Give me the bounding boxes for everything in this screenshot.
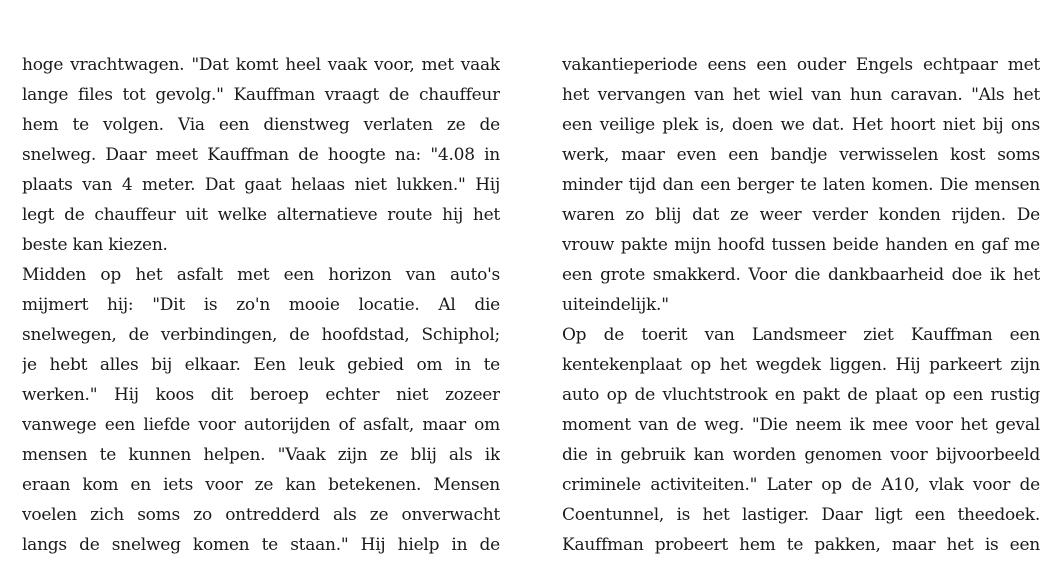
text-line: voelen zich soms zo ontredderd als ze onverwacht: [22, 505, 500, 525]
text-line: criminele activiteiten." Later op de A10, vlak voor de: [562, 475, 1040, 495]
text-line: eraan kom en iets voor ze kan betekenen. Mensen: [22, 475, 500, 495]
text-line: snelweg. Daar meet Kauffman de hoogte na: "4.08 in: [22, 145, 500, 165]
article-column-left: [22, 50, 500, 560]
text-line: Kauffman probeert hem te pakken, maar het is een: [562, 535, 1040, 555]
text-line: auto op de vluchtstrook en pakt de plaat op een rustig: [562, 385, 1040, 405]
text-line: legt de chauffeur uit welke alternatieve route hij het: [22, 205, 500, 225]
text-line: Midden op het asfalt met een horizon van auto's: [22, 265, 500, 285]
article-column-right: [562, 50, 1040, 560]
text-line: een veilige plek is, doen we dat. Het hoort niet bij ons: [562, 115, 1040, 135]
text-line: hoge vrachtwagen. "Dat komt heel vaak voor, met vaak: [22, 55, 500, 75]
text-line: werk, maar even een bandje verwisselen kost soms: [562, 145, 1040, 165]
text-line: je hebt alles bij elkaar. Een leuk gebied om in te: [22, 355, 500, 375]
text-line: waren zo blij dat ze weer verder konden rijden. De: [562, 205, 1040, 225]
text-line: Op de toerit van Landsmeer ziet Kauffman een: [562, 325, 1040, 345]
text-line: kentekenplaat op het wegdek liggen. Hij parkeert zijn: [562, 355, 1040, 375]
text-line: die in gebruik kan worden genomen voor bijvoorbeeld: [562, 445, 1040, 465]
text-line: mensen te kunnen helpen. "Vaak zijn ze blij als ik: [22, 445, 500, 465]
text-line: een grote smakkerd. Voor die dankbaarheid doe ik het: [562, 265, 1040, 285]
text-line: plaats van 4 meter. Dat gaat helaas niet lukken." Hij: [22, 175, 500, 195]
text-line: beste kan kiezen.: [22, 235, 168, 255]
text-line: minder tijd dan een berger te laten komen. Die mensen: [562, 175, 1040, 195]
text-line: werken." Hij koos dit beroep echter niet zozeer: [22, 385, 500, 405]
text-line: snelwegen, de verbindingen, de hoofdstad, Schiphol;: [22, 325, 500, 345]
text-line: Coentunnel, is het lastiger. Daar ligt een theedoek.: [562, 505, 1040, 525]
text-line: langs de snelweg komen te staan." Hij hielp in de: [22, 535, 500, 555]
text-line: hem te volgen. Via een dienstweg verlaten ze de: [22, 115, 500, 135]
text-line: moment van de weg. "Die neem ik mee voor het geval: [562, 415, 1040, 435]
text-line: vrouw pakte mijn hoofd tussen beide handen en gaf me: [562, 235, 1040, 255]
text-line: vanwege een liefde voor autorijden of asfalt, maar om: [22, 415, 500, 435]
text-line: uiteindelijk.": [562, 295, 669, 315]
text-line: mijmert hij: "Dit is zo'n mooie locatie. Al die: [22, 295, 500, 315]
text-line: lange files tot gevolg." Kauffman vraagt de chauffeur: [22, 85, 500, 105]
text-line: vakantieperiode eens een ouder Engels echtpaar met: [562, 55, 1040, 75]
text-line: het vervangen van het wiel van hun caravan. "Als het: [562, 85, 1040, 105]
